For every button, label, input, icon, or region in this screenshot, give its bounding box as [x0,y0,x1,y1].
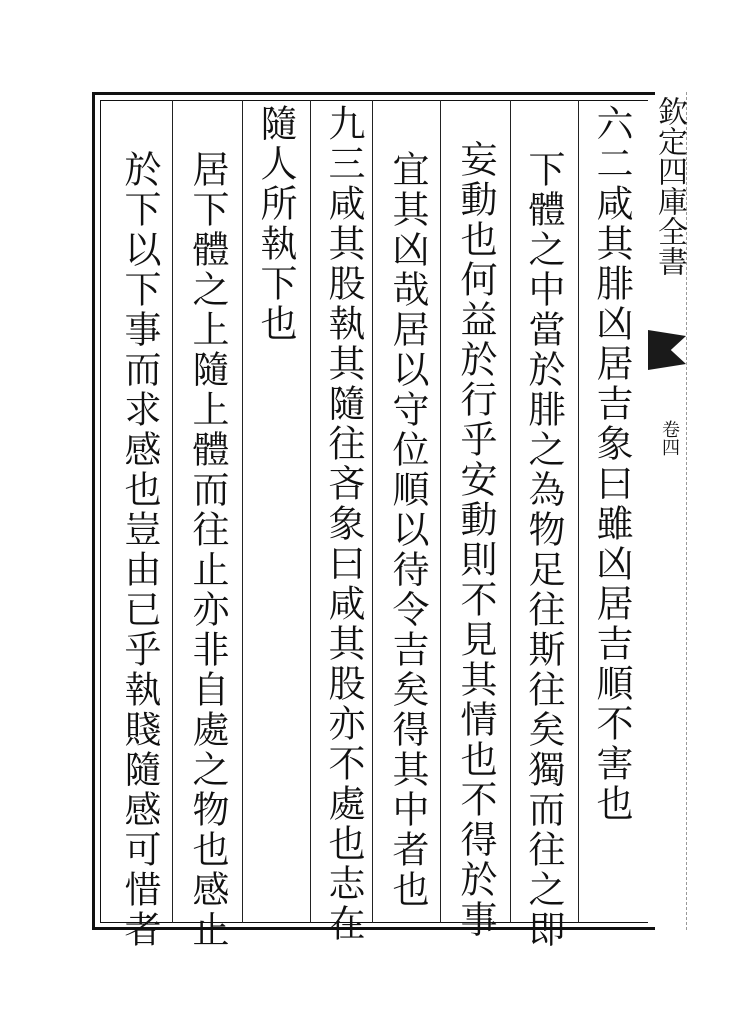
text-column-1: 六二咸其腓凶居吉象曰雖凶居吉順不害也 [590,104,633,824]
column-divider [440,100,441,923]
juan-number: 卷四 [659,420,680,456]
book-title: 欽定四庫全書 [652,96,687,276]
column-divider [372,100,373,923]
text-column-2: 下體之中當於腓之為物足往斯往矣獨而往之即 [522,150,565,950]
text-column-8: 於下以下事而求感也豈由已乎執賤隨感可惜者 [118,150,161,950]
text-column-3: 妄動也何益於行乎安動則不見其情也不得於事 [454,140,497,940]
text-column-6: 隨人所執下也 [254,104,297,344]
fish-tail-mark [648,330,686,370]
column-divider [310,100,311,923]
column-divider [242,100,243,923]
column-divider [578,100,579,923]
column-divider [172,100,173,923]
text-column-7: 居下體之上隨上體而往止亦非自處之物也感止 [186,150,229,950]
text-column-5: 九三咸其股執其隨往吝象曰咸其股亦不處也志在 [322,104,365,944]
text-column-4: 宜其凶哉居以守位順以待令吉矣得其中者也 [386,150,429,910]
column-divider [510,100,511,923]
